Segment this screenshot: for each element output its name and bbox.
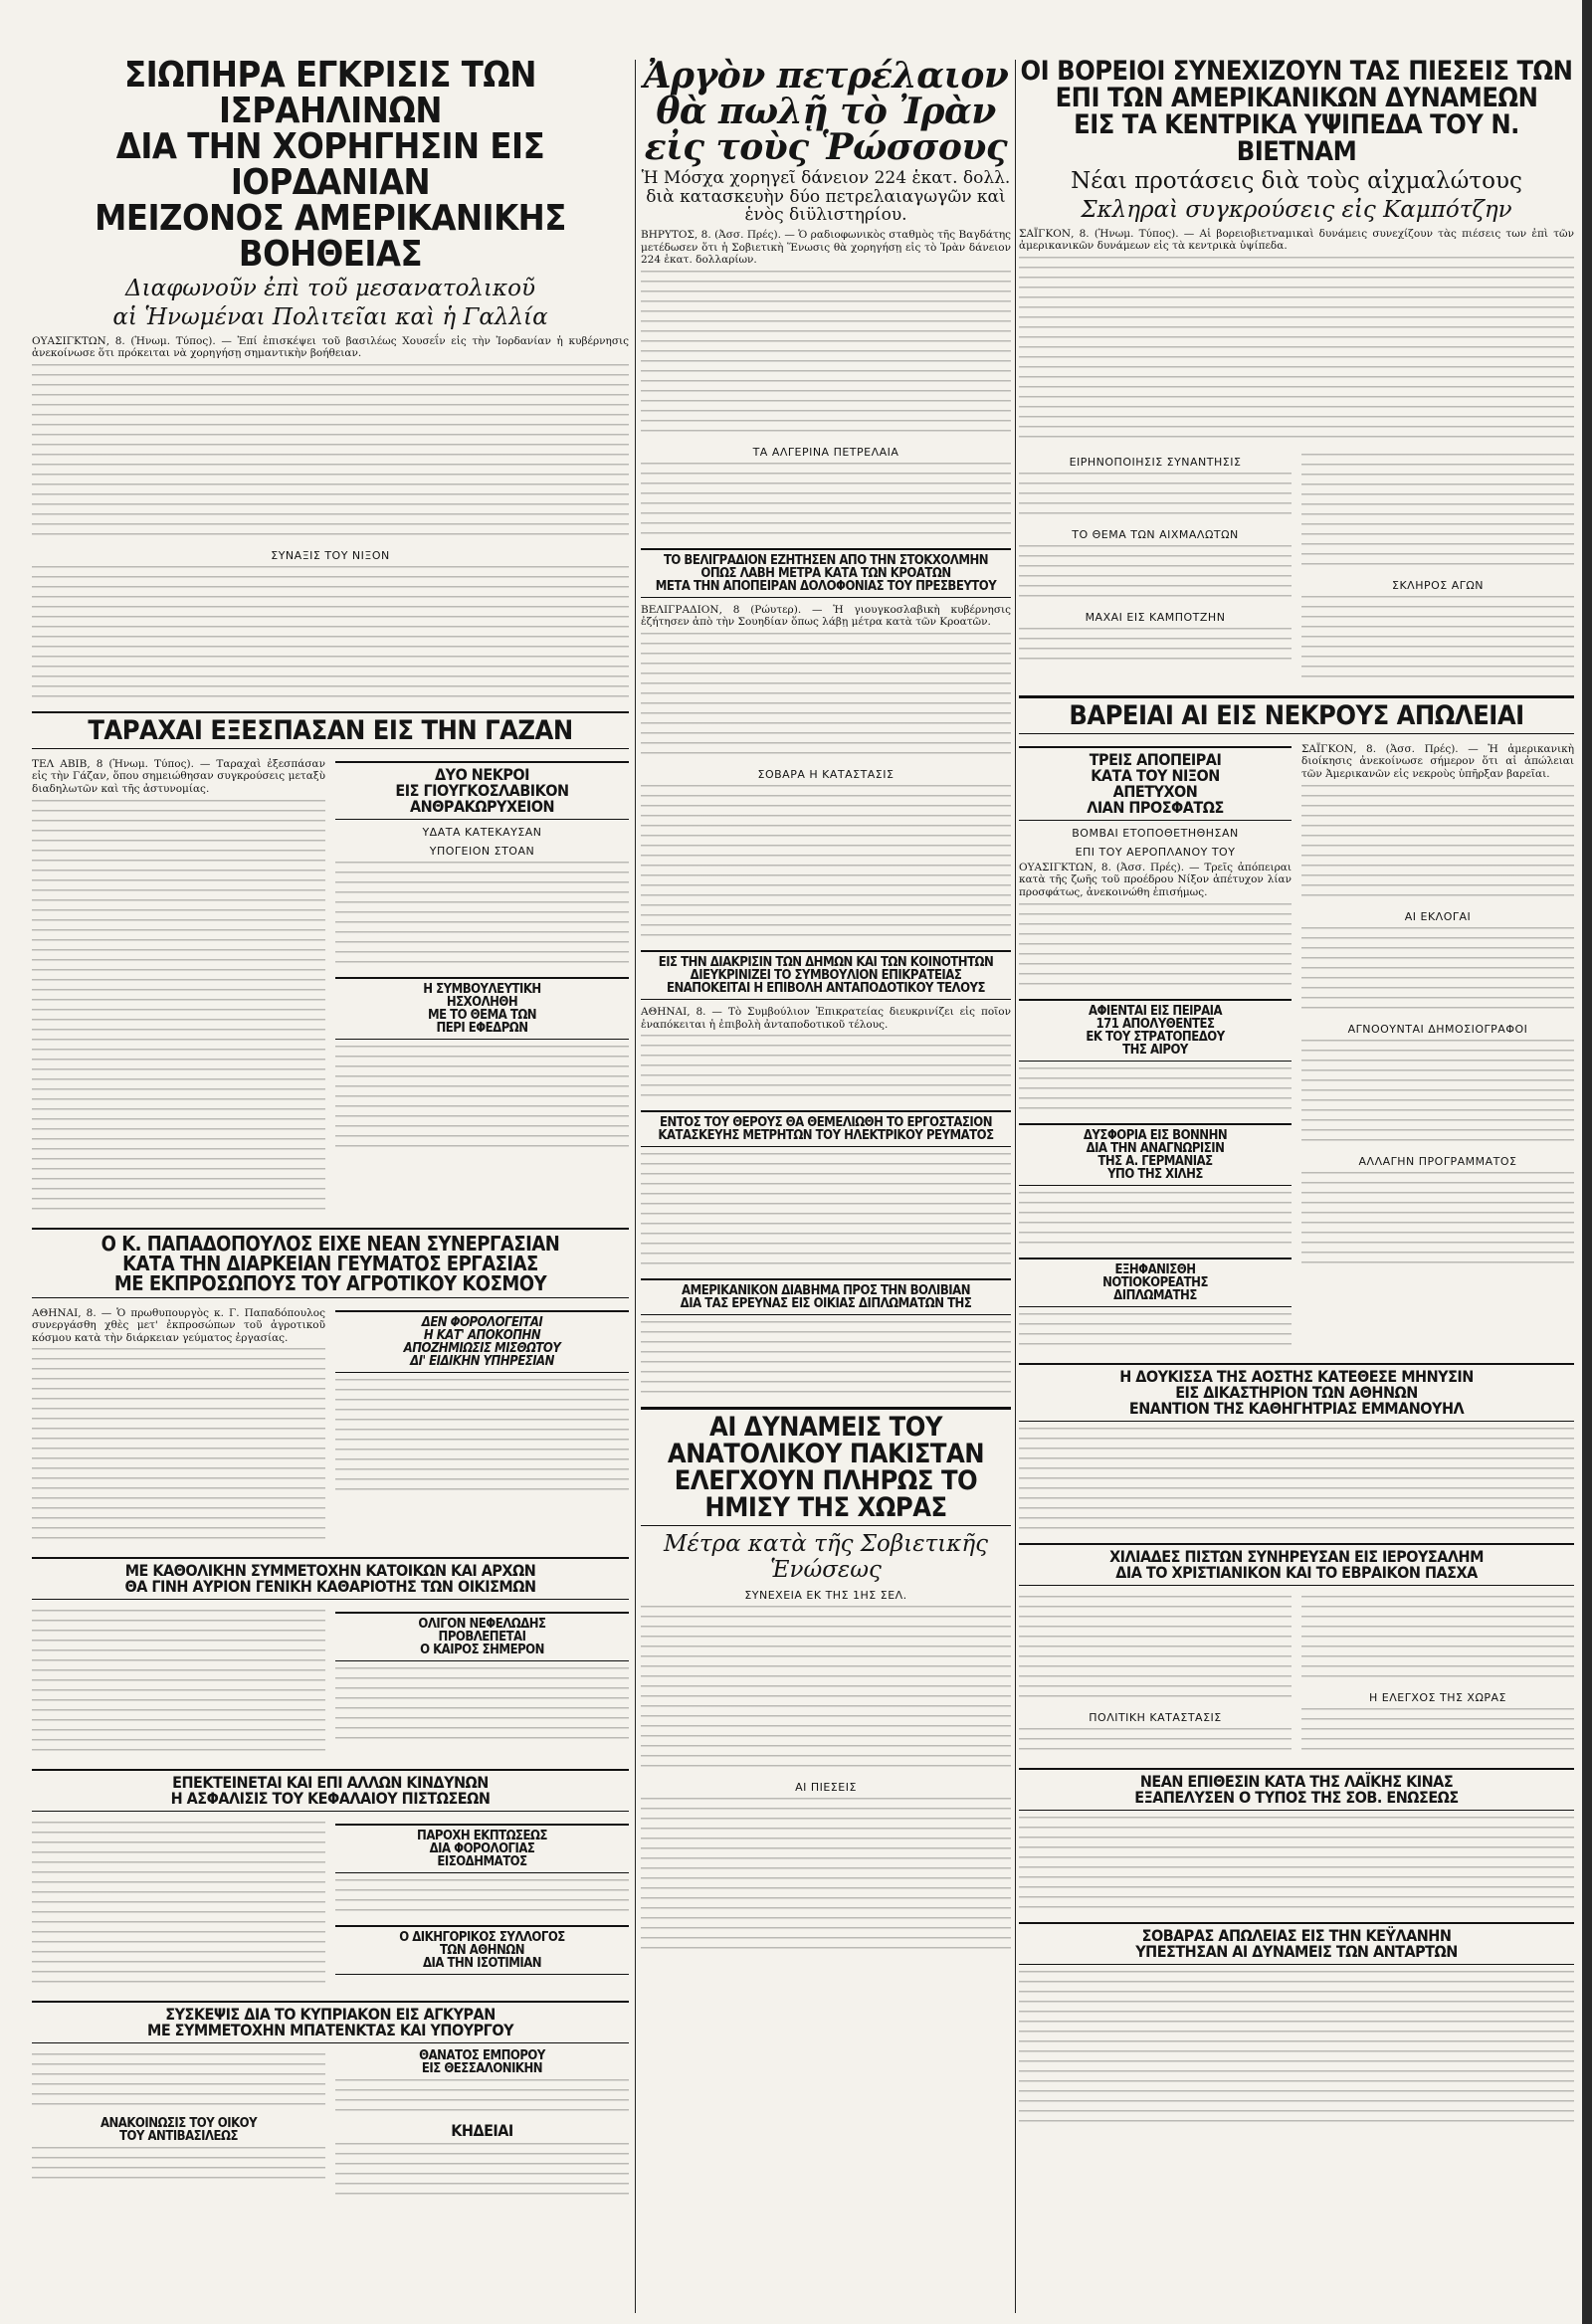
section-head: ΜΑΧΑΙ ΕΙΣ ΚΑΜΠΟΤΖΗΝ xyxy=(1085,610,1226,624)
headline: ΒΑΡΕΙΑΙ ΑΙ ΕΙΣ ΝΕΚΡΟΥΣ ΑΠΩΛΕΙΑΙ xyxy=(1069,699,1524,731)
headline-box: ΣΥΣΚΕΨΙΣ ΔΙΑ ΤΟ ΚΥΠΡΙΑΚΟΝ ΕΙΣ ΑΓΚΥΡΑΝ ΜΕ ΣΥΜΜΕΤΟΧΗΝ ΜΠΑΤΕΝΚΤΑΣ ΚΑΙ ΥΠΟΥΡΓΟΥ xyxy=(32,2001,629,2043)
article-body xyxy=(641,1035,1011,1104)
section-head: ΣΚΛΗΡΟΣ ΑΓΩΝ xyxy=(1392,578,1484,592)
section-head: ΣΥΝΕΧΕΙΑ ΕΚ ΤΗΣ 1ΗΣ ΣΕΛ. xyxy=(744,1588,907,1602)
headline-box: ΕΠΕΚΤΕΙΝΕΤΑΙ ΚΑΙ ΕΠΙ ΑΛΛΩΝ ΚΙΝΔΥΝΩΝ Η ΑΣΦΑΛΙΣΙΣ ΤΟΥ ΚΕΦΑΛΑΙΟΥ ΠΙΣΤΩΣΕΩΝ xyxy=(32,1769,629,1812)
article-body xyxy=(32,800,325,1218)
center-subheadline: Ἡ Μόσχα χορηγεῖ δάνειον 224 ἑκατ. δολλ. διὰ κατασκευὴν δύο πετρελαιαγωγῶν καὶ ἑνὸς διϋλιστηρίου. xyxy=(641,168,1011,226)
headline-box: ΣΟΒΑΡΑΣ ΑΠΩΛΕΙΑΣ ΕΙΣ ΤΗΝ ΚΕΫΛΑΝΗΝ ΥΠΕΣΤΗΣΑΝ ΑΙ ΔΥΝΑΜΕΙΣ ΤΩΝ ΑΝΤΑΡΤΩΝ xyxy=(1019,1922,1574,1965)
split-right xyxy=(335,2049,629,2207)
article-body xyxy=(32,1822,325,1991)
column-rule xyxy=(635,60,636,2313)
section-head: ΠΟΛΙΤΙΚΗ ΚΑΤΑΣΤΑΣΙΣ xyxy=(1089,1710,1222,1724)
headline-box: ΑΜΕΡΙΚΑΝΙΚΟΝ ΔΙΑΒΗΜΑ ΠΡΟΣ ΤΗΝ ΒΟΛΙΒΙΑΝ ΔΙΑ ΤΑΣ ΕΡΕΥΝΑΣ ΕΙΣ ΟΙΚΙΑΣ ΔΙΠΛΩΜΑΤΩΝ ΤΗΣ xyxy=(641,1278,1011,1315)
article-body xyxy=(641,1153,1011,1272)
article-body xyxy=(1019,1971,1574,2130)
article-body xyxy=(1301,1708,1574,1758)
section-head: ΑΓΝΟΟΥΝΤΑΙ ΔΗΜΟΣΙΟΓΡΑΦΟΙ xyxy=(1347,1022,1528,1036)
article-body xyxy=(1301,785,1574,904)
split-right xyxy=(335,1818,629,1995)
headline-box: ΕΙΣ ΤΗΝ ΔΙΑΚΡΙΣΙΝ ΤΩΝ ΔΗΜΩΝ ΚΑΙ ΤΩΝ ΚΟΙΝΟΤΗΤΩΝ ΔΙΕΥΚΡΙΝΙΖΕΙ ΤΟ ΣΥΜΒΟΥΛΙΟΝ ΕΠΙΚΡΑΤΕΙΑΣ ΕΝΑΠΟΚΕΙΤΑΙ Η ΕΠΙΒΟΛΗ ΑΝΤΑΠΟΔΟΤΙΚΟΥ ΤΕΛΟΥΣ xyxy=(641,950,1011,1000)
headline: ΚΗΔΕΙΑΙ xyxy=(451,2121,513,2141)
article-body xyxy=(32,2053,325,2113)
article-body xyxy=(335,1379,629,1498)
split-left xyxy=(1019,1592,1292,1762)
split-section xyxy=(32,1304,629,1552)
headline-box: ΠΑΡΟΧΗ ΕΚΠΤΩΣΕΩΣ ΔΙΑ ΦΟΡΟΛΟΓΙΑΣ ΕΙΣΟΔΗΜΑΤΟΣ xyxy=(335,1824,629,1873)
split-right xyxy=(335,1304,629,1552)
article-body xyxy=(641,1606,1011,1775)
scan-edge xyxy=(1582,0,1592,2324)
split-left xyxy=(32,755,325,1222)
section-head: ΕΙΡΗΝΟΠΟΙΗΣΙΣ ΣΥΝΑΝΤΗΣΙΣ xyxy=(1069,455,1242,469)
split-right xyxy=(335,755,629,1222)
headline-box: Η ΔΟΥΚΙΣΣΑ ΤΗΣ ΑΟΣΤΗΣ ΚΑΤΕΘΕΣΕ ΜΗΝΥΣΙΝ ΕΙΣ ΔΙΚΑΣΤΗΡΙΟΝ ΤΩΝ ΑΘΗΝΩΝ ΕΝΑΝΤΙΟΝ ΤΗΣ ΚΑΘΗΓΗΤΡΙΑΣ ΕΜΜΑΝΟΥΗΛ xyxy=(1019,1363,1574,1422)
headline: ΑΝΑΚΟΙΝΩΣΙΣ ΤΟΥ ΟΙΚΟΥ xyxy=(100,2116,258,2132)
main-headline: ΣΙΩΠΗΡΑ ΕΓΚΡΙΣΙΣ ΤΩΝ ΙΣΡΑΗΛΙΝΩΝ ΔΙΑ ΤΗΝ ΧΟΡΗΓΗΣΙΝ ΕΙΣ ΙΟΡΔΑΝΙΑΝ ΜΕΙΖΟΝΟΣ ΑΜΕΡΙΚΑΝΙΚΗΣ ΒΟΗΘΕΙΑΣ xyxy=(95,58,566,275)
article-body xyxy=(1301,596,1574,685)
split-right xyxy=(1301,740,1574,1357)
headline-box: ΔΥΣΦΟΡΙΑ ΕΙΣ ΒΟΝΝΗΝ ΔΙΑ ΤΗΝ ΑΝΑΓΝΩΡΙΣΙΝ ΤΗΣ Α. ΓΕΡΜΑΝΙΑΣ ΥΠΟ ΤΗΣ ΧΙΛΗΣ xyxy=(1019,1123,1292,1186)
headline-box: ΑΦΙΕΝΤΑΙ ΕΙΣ ΠΕΙΡΑΙΑ 171 ΑΠΟΛΥΘΕΝΤΕΣ ΕΚ ΤΟΥ ΣΤΡΑΤΟΠΕΔΟΥ ΤΗΣ ΑΙΡΟΥ xyxy=(1019,999,1292,1062)
split-right xyxy=(1301,450,1574,689)
article-body xyxy=(1301,927,1574,1017)
section-head: ΑΛΛΑΓΗΝ ΠΡΟΓΡΑΜΜΑΤΟΣ xyxy=(1358,1154,1517,1168)
headline-box xyxy=(32,711,629,749)
article-body xyxy=(32,1610,325,1759)
section-head: ΑΙ ΠΙΕΣΕΙΣ xyxy=(795,1780,857,1794)
column-center xyxy=(641,58,1011,2316)
article-body xyxy=(1019,1067,1292,1117)
split-right xyxy=(1301,1592,1574,1762)
center-headline: Ἀργὸν πετρέλαιον θὰ πωλῇ τὸ Ἰρὰν εἰς τοὺς Ῥώσσους xyxy=(643,58,1009,168)
headline: ΘΑΝΑΤΟΣ ΕΜΠΟΡΟΥ xyxy=(419,2048,545,2064)
headline-box: ΔΥΟ ΝΕΚΡΟΙ ΕΙΣ ΓΙΟΥΓΚΟΣΛΑΒΙΚΟΝ ΑΝΘΡΑΚΩΡΥΧΕΙΟΝ xyxy=(335,761,629,820)
article-lead: ΟΥΑΣΙΓΚΤΩΝ, 8. (Ἀσσ. Πρές). — Τρεῖς ἀπόπειραι κατὰ τῆς ζωῆς τοῦ προέδρου Νίξον ἀπέτυχον λίαν προσφάτως, ἀνεκοινώθη ἐπισήμως. xyxy=(1019,861,1292,898)
headline-box: ΔΕΝ ΦΟΡΟΛΟΓΕΙΤΑΙ Η ΚΑΤ' ΑΠΟΚΟΠΗΝ ΑΠΟΖΗΜΙΩΣΙΣ ΜΙΣΘΩΤΟΥ ΔΙ' ΕΙΔΙΚΗΝ ΥΠΗΡΕΣΙΑΝ xyxy=(335,1310,629,1373)
article-body xyxy=(1019,1728,1292,1758)
article-body xyxy=(1019,628,1292,668)
article-body xyxy=(335,862,629,971)
section-head: ΥΠΟΓΕΙΟΝ ΣΤΟΑΝ xyxy=(429,844,535,858)
split-left xyxy=(32,2049,325,2207)
split-section xyxy=(32,2049,629,2207)
article-lead: ΤΕΛ ΑΒΙΒ, 8 (Ἡνωμ. Τύπος). — Ταραχαὶ ἐξεσπάσαν εἰς τὴν Γάζαν, ὅπου σημειώθησαν συγκρούσεις μεταξὺ διαδηλωτῶν καὶ τῆς ἀστυνομίας. xyxy=(32,757,325,795)
headline: ΤΟΥ ΑΝΤΙΒΑΣΙΛΕΩΣ xyxy=(119,2129,238,2145)
column-rule xyxy=(1015,60,1016,2313)
article-body xyxy=(335,1879,629,1919)
headline-box: Η ΣΥΜΒΟΥΛΕΥΤΙΚΗ ΗΣΧΟΛΗΘΗ ΜΕ ΤΟ ΘΕΜΑ ΤΩΝ ΠΕΡΙ ΕΦΕΔΡΩΝ xyxy=(335,977,629,1040)
newspaper-page xyxy=(12,10,1582,2316)
article-body xyxy=(1301,454,1574,573)
article-body xyxy=(641,1321,1011,1401)
split-left xyxy=(32,1818,325,1995)
headline-box: ΑΙ ΔΥΝΑΜΕΙΣ ΤΟΥ ΑΝΑΤΟΛΙΚΟΥ ΠΑΚΙΣΤΑΝ ΕΛΕΓΧΟΥΝ ΠΛΗΡΩΣ ΤΟ ΗΜΙΣΥ ΤΗΣ ΧΩΡΑΣ xyxy=(641,1407,1011,1526)
headline-box: ΧΙΛΙΑΔΕΣ ΠΙΣΤΩΝ ΣΥΝΗΡΕΥΣΑΝ ΕΙΣ ΙΕΡΟΥΣΑΛΗΜ ΔΙΑ ΤΟ ΧΡΙΣΤΙΑΝΙΚΟΝ ΚΑΙ ΤΟ ΕΒΡΑΙΚΟΝ ΠΑΣΧΑ xyxy=(1019,1543,1574,1586)
split-section xyxy=(1019,740,1574,1357)
main-subheadline: αἱ Ἡνωμέναι Πολιτεῖαι καὶ ἡ Γαλλία xyxy=(112,304,548,331)
article-lead: ΣΑΪΓΚΟΝ, 8. (Ἡνωμ. Τύπος). — Αἱ βορειοβιετναμικαὶ δυνάμεις συνεχίζουν τὰς πιέσεις των ἐπὶ τῶν ἀμερικανικῶν δυνάμεων εἰς τὰ κεντρικὰ ὑψίπεδα. xyxy=(1019,227,1574,253)
column-left xyxy=(32,58,629,2316)
article-body xyxy=(32,364,629,543)
article-lead: ΒΗΡΥΤΟΣ, 8. (Ἀσσ. Πρές). — Ὁ ραδιοφωνικὸς σταθμὸς τῆς Βαγδάτης μετέδωσεν ὅτι ἡ Σοβιετικὴ Ἕνωσις θὰ χορηγήσῃ εἰς τὸ Ἰρὰν δάνειον 224 ἑκατ. δολλαρίων. xyxy=(641,229,1011,267)
headline: ΤΑΡΑΧΑΙ ΕΞΕΣΠΑΣΑΝ ΕΙΣ ΤΗΝ ΓΑΖΑΝ xyxy=(88,714,573,746)
article-lead: ΣΑΪΓΚΟΝ, 8. (Ἀσσ. Πρές). — Ἡ ἀμερικανικὴ διοίκησις ἀνεκοίνωσε σήμερον ὅτι αἱ ἀπώλειαι τῶν Ἀμερικανῶν εἰς νεκροὺς ὑπῆρξαν βαρεῖαι. xyxy=(1301,742,1574,780)
split-section xyxy=(32,1606,629,1763)
right-subheadline: Νέαι προτάσεις διὰ τοὺς αἰχμαλώτους xyxy=(1071,168,1522,194)
split-section xyxy=(1019,1592,1574,1762)
article-lead: ΟΥΑΣΙΓΚΤΩΝ, 8. (Ἡνωμ. Τύπος). — Ἐπί ἐπισκέψει τοῦ βασιλέως Χουσεΐν εἰς τὴν Ἰορδανίαν ἡ κυβέρνησις ἀνεκοίνωσε ὅτι πρόκειται νὰ χορηγήσῃ σημαντικὴν βοήθειαν. xyxy=(32,334,629,360)
article-body xyxy=(1019,1192,1292,1252)
article-body xyxy=(641,271,1011,440)
article-body xyxy=(335,2079,629,2119)
section-head: ΣΟΒΑΡΑ Η ΚΑΤΑΣΤΑΣΙΣ xyxy=(757,768,895,782)
right-subheadline: Σκληραὶ συγκρούσεις εἰς Καμπότζην xyxy=(1081,197,1512,224)
article-lead: ΑΘΗΝΑΙ, 8. — Τὸ Συμβούλιον Ἐπικρατείας διευκρινίζει εἰς ποῖον ἐναπόκειται ἡ ἐπιβολὴ ἀνταποδοτικοῦ τέλους. xyxy=(641,1006,1011,1031)
article-body xyxy=(1019,1428,1574,1537)
section-head: Η ΕΛΕΓΧΟΣ ΤΗΣ ΧΩΡΑΣ xyxy=(1369,1690,1506,1704)
article-body xyxy=(335,1667,629,1747)
headline-box xyxy=(1019,695,1574,734)
article-body xyxy=(641,785,1011,944)
article-body xyxy=(1019,257,1574,446)
article-body xyxy=(1019,903,1292,993)
headline-box: ΕΝΤΟΣ ΤΟΥ ΘΕΡΟΥΣ ΘΑ ΘΕΜΕΛΙΩΘΗ ΤΟ ΕΡΓΟΣΤΑΣΙΟΝ ΚΑΤΑΣΚΕΥΗΣ ΜΕΤΡΗΤΩΝ ΤΟΥ ΗΛΕΚΤΡΙΚΟΥ ΡΕΥΜΑΤΟΣ xyxy=(641,1110,1011,1147)
section-head: ΣΥΝΑΞΙΣ ΤΟΥ ΝΙΞΟΝ xyxy=(271,548,390,562)
article-body xyxy=(641,463,1011,542)
article-body xyxy=(1019,473,1292,522)
article-body xyxy=(1019,545,1292,605)
article-body xyxy=(32,2147,325,2187)
headline-box: Ο ΔΙΚΗΓΟΡΙΚΟΣ ΣΥΛΛΟΓΟΣ ΤΩΝ ΑΘΗΝΩΝ ΔΙΑ ΤΗΝ ΙΣΟΤΙΜΙΑΝ xyxy=(335,1925,629,1975)
article-body xyxy=(1301,1172,1574,1271)
split-section xyxy=(32,755,629,1222)
split-section xyxy=(1019,450,1574,689)
headline-box: ΤΟ ΒΕΛΙΓΡΑΔΙΟΝ ΕΖΗΤΗΣΕΝ ΑΠΟ ΤΗΝ ΣΤΟΚΧΟΛΜΗΝ ΟΠΩΣ ΛΑΒΗ ΜΕΤΡΑ ΚΑΤΑ ΤΩΝ ΚΡΟΑΤΩΝ ΜΕΤΑ ΤΗΝ ΑΠΟΠΕΙΡΑΝ ΔΟΛΟΦΟΝΙΑΣ ΤΟΥ ΠΡΕΣΒΕΥΤΟΥ xyxy=(641,548,1011,598)
article-body xyxy=(1019,1817,1574,1916)
split-section xyxy=(32,1818,629,1995)
section-head: ΑΙ ΕΚΛΟΓΑΙ xyxy=(1404,909,1472,923)
main-subheadline: Διαφωνοῦν ἐπὶ τοῦ μεσανατολικοῦ xyxy=(125,276,535,301)
article-body xyxy=(641,1798,1011,1957)
article-body xyxy=(1019,1313,1292,1353)
section-head: ΒΟΜΒΑΙ ΕΤΟΠΟΘΕΤΗΘΗΣΑΝ xyxy=(1072,826,1239,840)
article-body xyxy=(641,633,1011,762)
article-body xyxy=(335,1046,629,1155)
split-left xyxy=(1019,740,1292,1357)
headline-box: ΝΕΑΝ ΕΠΙΘΕΣΙΝ ΚΑΤΑ ΤΗΣ ΛΑΪΚΗΣ ΚΙΝΑΣ ΕΞΑΠΕΛΥΣΕΝ Ο ΤΥΠΟΣ ΤΗΣ ΣΟΒ. ΕΝΩΣΕΩΣ xyxy=(1019,1768,1574,1811)
article-body xyxy=(1301,1596,1574,1685)
article-body xyxy=(32,1348,325,1547)
headline-box: ΜΕ ΚΑΘΟΛΙΚΗΝ ΣΥΜΜΕΤΟΧΗΝ ΚΑΤΟΙΚΩΝ ΚΑΙ ΑΡΧΩΝ ΘΑ ΓΙΝΗ ΑΥΡΙΟΝ ΓΕΝΙΚΗ ΚΑΘΑΡΙΟΤΗΣ ΤΩΝ ΟΙΚΙΣΜΩΝ xyxy=(32,1557,629,1600)
section-head: ΤΑ ΑΛΓΕΡΙΝΑ ΠΕΤΡΕΛΑΙΑ xyxy=(752,445,899,459)
headline: ΕΙΣ ΘΕΣΣΑΛΟΝΙΚΗΝ xyxy=(421,2061,543,2077)
split-left xyxy=(32,1304,325,1552)
column-right xyxy=(1019,58,1574,2316)
article-lead: ΒΕΛΙΓΡΑΔΙΟΝ, 8 (Ρώυτερ). — Ἡ γιουγκοσλαβικὴ κυβέρνησις ἐζήτησεν ἀπὸ τὴν Σουηδίαν ὅπως λάβῃ μέτρα κατὰ τῶν Κροατῶν. xyxy=(641,603,1011,629)
right-headline: ΟΙ ΒΟΡΕΙΟΙ ΣΥΝΕΧΙΖΟΥΝ ΤΑΣ ΠΙΕΣΕΙΣ ΤΩΝ ΕΠΙ ΤΩΝ ΑΜΕΡΙΚΑΝΙΚΩΝ ΔΥΝΑΜΕΩΝ ΕΙΣ ΤΑ ΚΕΝΤΡΙΚΑ ΥΨΙΠΕΔΑ ΤΟΥ Ν. ΒΙΕΤΝΑΜ xyxy=(1020,58,1573,167)
section-head: ΥΔΑΤΑ ΚΑΤΕΚΑΥΣΑΝ xyxy=(422,825,542,839)
split-left xyxy=(32,1606,325,1763)
article-body xyxy=(32,566,629,705)
article-body xyxy=(1301,1040,1574,1149)
headline-box: Ο Κ. ΠΑΠΑΔΟΠΟΥΛΟΣ ΕΙΧΕ ΝΕΑΝ ΣΥΝΕΡΓΑΣΙΑΝ ΚΑΤΑ ΤΗΝ ΔΙΑΡΚΕΙΑΝ ΓΕΥΜΑΤΟΣ ΕΡΓΑΣΙΑΣ ΜΕ ΕΚΠΡΟΣΩΠΟΥΣ ΤΟΥ ΑΓΡΟΤΙΚΟΥ ΚΟΣΜΟΥ xyxy=(32,1228,629,1298)
headline-box: ΟΛΙΓΟΝ ΝΕΦΕΛΩΔΗΣ ΠΡΟΒΛΕΠΕΤΑΙ Ο ΚΑΙΡΟΣ ΣΗΜΕΡΟΝ xyxy=(335,1612,629,1661)
headline-box: ΤΡΕΙΣ ΑΠΟΠΕΙΡΑΙ ΚΑΤΑ ΤΟΥ ΝΙΞΟΝ ΑΠΕΤΥΧΟΝ ΛΙΑΝ ΠΡΟΣΦΑΤΩΣ xyxy=(1019,746,1292,821)
subheadline: Μέτρα κατὰ τῆς Σοβιετικῆς Ἑνώσεως xyxy=(663,1531,989,1583)
article-body xyxy=(335,2143,629,2203)
section-head: ΤΟ ΘΕΜΑ ΤΩΝ ΑΙΧΜΑΛΩΤΩΝ xyxy=(1072,527,1239,541)
split-right xyxy=(335,1606,629,1763)
headline-box: ΕΞΗΦΑΝΙΣΘΗ ΝΟΤΙΟΚΟΡΕΑΤΗΣ ΔΙΠΛΩΜΑΤΗΣ xyxy=(1019,1258,1292,1307)
article-body xyxy=(1019,1596,1292,1705)
article-lead: ΑΘΗΝΑΙ, 8. — Ὁ πρωθυπουργὸς κ. Γ. Παπαδόπουλος συνεργάσθη χθὲς μετ' ἐκπροσώπων τοῦ ἀγροτικοῦ κόσμου κατὰ τὴν διάρκειαν γεύματος ἐργασίας. xyxy=(32,1306,325,1344)
split-left xyxy=(1019,450,1292,689)
section-head: ΕΠΙ ΤΟΥ ΑΕΡΟΠΛΑΝΟΥ ΤΟΥ xyxy=(1075,845,1236,859)
